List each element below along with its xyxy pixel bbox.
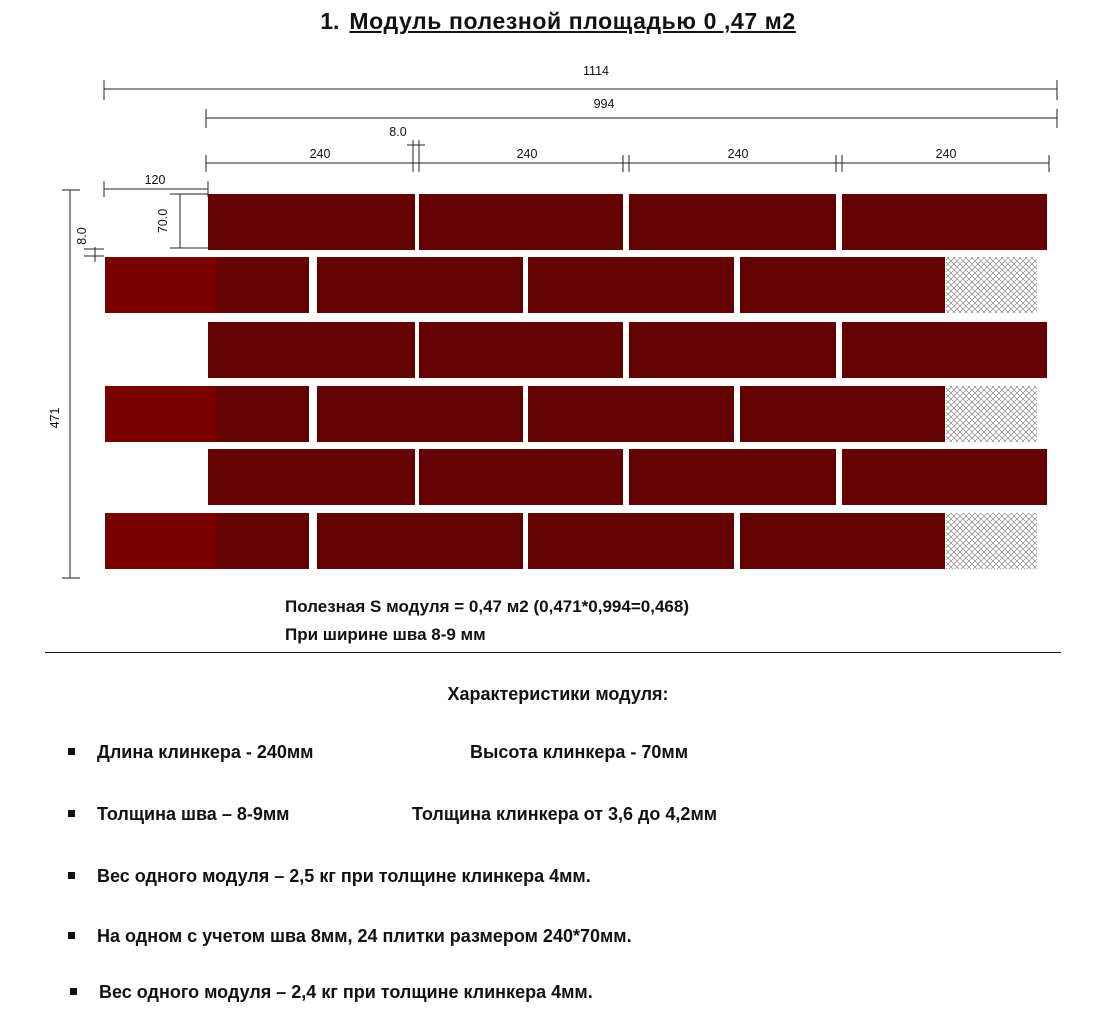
spec-text: На одном с учетом шва 8мм, 24 плитки размером 240*70мм. [97, 926, 632, 946]
bullet-icon [68, 872, 75, 879]
spec-item [68, 926, 632, 947]
brick-tile [208, 194, 415, 250]
mesh-backing [946, 257, 1037, 313]
dim-tile-length-2: 240 [516, 147, 538, 161]
useful-area-note: Полезная S модуля = 0,47 м2 (0,471*0,994=0,468) [285, 597, 689, 616]
spec-item [68, 804, 718, 825]
dim-tile-length-4: 240 [935, 147, 957, 161]
brick-tile [216, 513, 309, 569]
bullet-icon [70, 988, 77, 995]
brick-tile [740, 386, 945, 442]
brick-tile [842, 194, 1047, 250]
brick-grid [105, 194, 1047, 569]
spec-text: Длина клинкера - 240мм [97, 742, 314, 762]
dim-total-width: 1114 [583, 64, 609, 78]
brick-tile [419, 449, 623, 505]
brick-tile [208, 322, 415, 378]
dim-total-height: 471 [48, 407, 62, 429]
spec-item [70, 982, 593, 1003]
divider [45, 652, 1061, 653]
mesh-backing [946, 513, 1037, 569]
brick-tile [528, 513, 734, 569]
title-number: 1. [320, 8, 340, 34]
brick-tile [629, 322, 836, 378]
dim-useful-width: 994 [593, 97, 615, 111]
spec-text: Вес одного модуля – 2,5 кг при толщине клинкера 4мм. [97, 866, 591, 886]
brick-tile [740, 257, 945, 313]
brick-tile [842, 322, 1047, 378]
brick-tile-overhang [105, 513, 216, 569]
brick-tile [629, 194, 836, 250]
brick-tile [629, 449, 836, 505]
dim-tile-length-1: 240 [309, 147, 331, 161]
brick-tile [528, 257, 734, 313]
brick-tile [528, 386, 734, 442]
brick-tile [317, 386, 523, 442]
brick-tile [740, 513, 945, 569]
title-text: Модуль полезной площадью 0 ,47 м2 [349, 8, 796, 34]
dim-tile-length-3: 240 [727, 147, 749, 161]
bullet-icon [68, 810, 75, 817]
bullet-icon [68, 748, 75, 755]
brick-tile-overhang [105, 386, 216, 442]
dim-row-joint: 8.0 [75, 227, 89, 245]
spec-extra: Высота клинкера - 70мм [470, 742, 689, 762]
brick-tile [216, 257, 309, 313]
spec-text: Вес одного модуля – 2,4 кг при толщине клинкера 4мм. [99, 982, 593, 1002]
brick-tile [317, 257, 523, 313]
dim-offset: 120 [144, 173, 166, 187]
dim-joint: 8.0 [389, 125, 407, 139]
brick-tile [208, 449, 415, 505]
brick-tile-overhang [105, 257, 216, 313]
brick-tile [419, 194, 623, 250]
spec-extra: Толщина клинкера от 3,6 до 4,2мм [412, 804, 718, 824]
mesh-backing [946, 386, 1037, 442]
dim-tile-height: 70.0 [156, 208, 170, 234]
specs-title: Характеристики модуля: [447, 684, 669, 704]
joint-width-note: При ширине шва 8-9 мм [285, 625, 486, 644]
spec-text: Толщина шва – 8-9мм [97, 804, 290, 824]
spec-item [68, 742, 689, 763]
brick-tile [419, 322, 623, 378]
brick-tile [842, 449, 1047, 505]
bullet-icon [68, 932, 75, 939]
spec-item [68, 866, 591, 887]
brick-tile [317, 513, 523, 569]
brick-tile [216, 386, 309, 442]
